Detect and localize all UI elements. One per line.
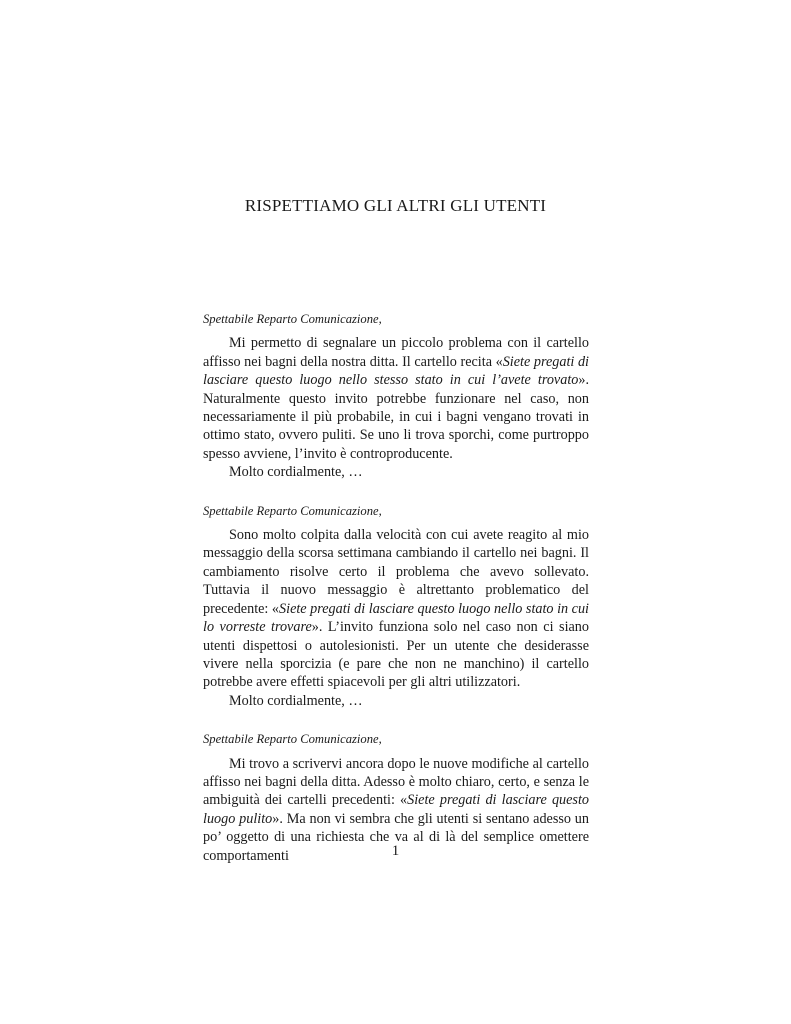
body-text: ». Naturalmente questo invito potrebbe funzionare nel caso, non necessariamente il più probabile, in cui i bagni vengano trovati in ottimo stato, ovvero puliti. Se uno li trova sporchi, come purtroppo spesso avviene, l’invito è controproducente. xyxy=(203,372,589,462)
letter-2 xyxy=(203,502,589,710)
page-number: 1 xyxy=(391,843,400,859)
letter-body xyxy=(203,334,589,463)
letter-salutation: Spettabile Reparto Comunicazione, xyxy=(203,503,382,518)
letter-closing: Molto cordialmente, … xyxy=(229,692,363,709)
text-column xyxy=(203,310,589,865)
body-text: ». L’invito funziona solo nel caso non ci siano utenti dispettosi o autolesionisti. Per un utente che desiderasse vivere nella sporcizia (e pare che non ne manchino) il cartello potrebbe avere effetti spiacevoli per gli altri utilizzatori. xyxy=(203,619,589,691)
body-text: Mi trovo a scrivervi ancora dopo le nuove modifiche al cartello affisso nei bagni della ditta. Adesso è molto chiaro, certo, e senza le ambiguità dei cartelli precedenti: « xyxy=(203,755,589,809)
sign-quote: Siete pregati di lasciare questo luogo pulito xyxy=(203,792,589,827)
letter-1 xyxy=(203,310,589,482)
body-text: ». Ma non vi sembra che gli utenti si sentano adesso un po’ oggetto di una richiesta che va al di là del semplice omettere comportamenti xyxy=(203,810,589,864)
letter-salutation: Spettabile Reparto Comunicazione, xyxy=(203,732,382,747)
letter-body xyxy=(203,526,589,692)
sign-quote: Siete pregati di lasciare questo luogo nello stesso stato in cui l’avete trovato xyxy=(203,353,589,389)
chapter-title: RISPETTIAMO GLI ALTRI GLI UTENTI xyxy=(244,196,547,215)
body-text: Sono molto colpita dalla velocità con cui avete reagito al mio messaggio della scorsa settimana cambiando il cartello nei bagni. Il cambiamento risolve certo il problema che avevo sollevato. Tuttavia il nuovo messaggio è altrettanto problematico del precedente: « xyxy=(203,527,589,617)
letter-closing: Molto cordialmente, … xyxy=(229,464,363,481)
sign-quote: Siete pregati di lasciare questo luogo nello stato in cui lo vorreste trovare xyxy=(203,600,589,636)
body-text: Mi permetto di segnalare un piccolo problema con il cartello affisso nei bagni della nostra ditta. Il cartello recita « xyxy=(203,335,589,370)
letter-salutation: Spettabile Reparto Comunicazione, xyxy=(203,312,382,326)
